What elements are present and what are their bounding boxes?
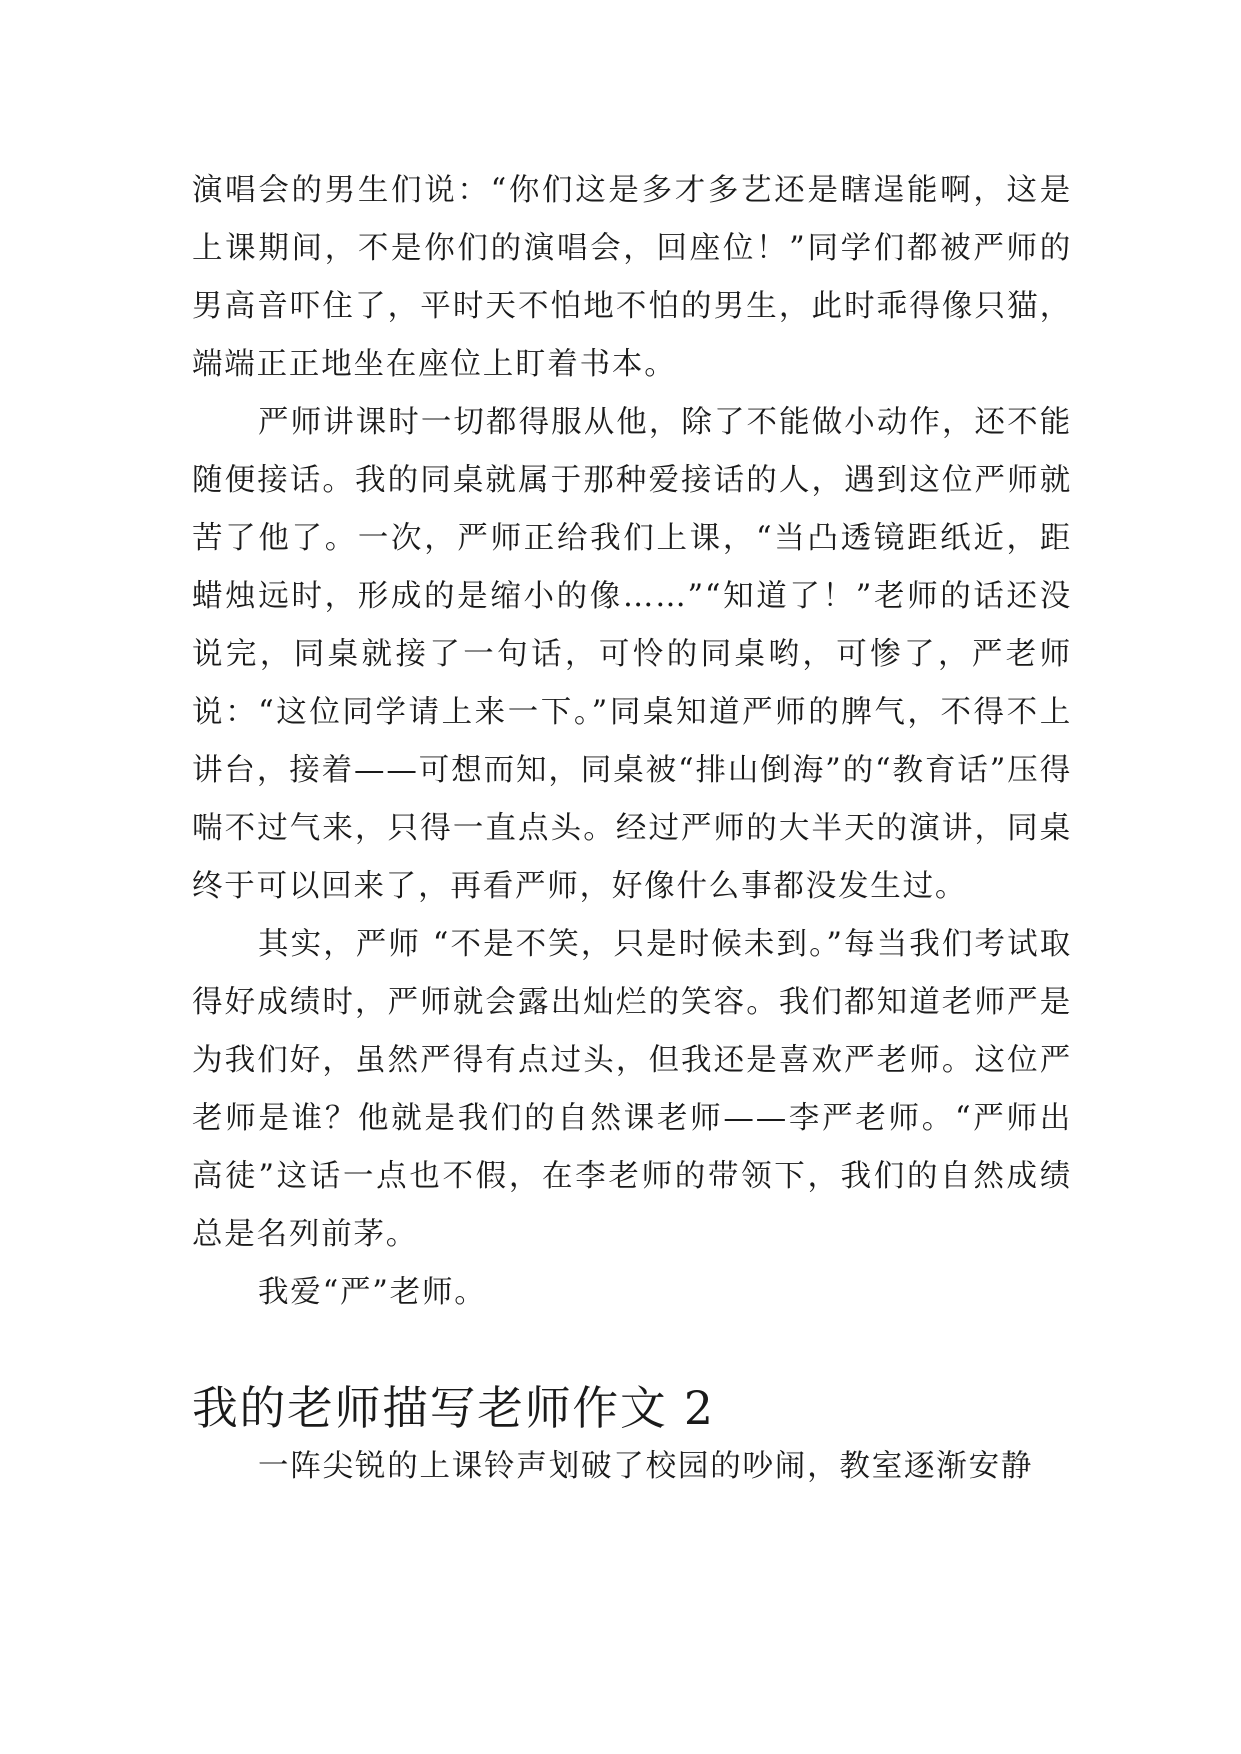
paragraph-5: 一阵尖锐的上课铃声划破了校园的吵闹，教室逐渐安静 <box>258 1449 1034 1484</box>
paragraph-2: 严师讲课时一切都得服从他，除了不能做小动作，还不能随便接话。我的同桌就属于那种爱接话的人，遇到这位严师就苦了他了。一次，严师正给我们上课，“当凸透镜距纸近，距蜡烛远时，形成的是缩小的像……”“知道了！”老师的话还没说完，同桌就接了一句话，可怜的同桌哟，可惨了，严老师说：“这位同学请上来一下。”同桌知道严师的脾气，不得不上讲台，接着——可想而知，同桌被“排山倒海”的“教育话”压得喘不过气来，只得一直点头。经过严师的大半天的演讲，同桌终于可以回来了，再看严师，好像什么事都没发生过。 <box>192 405 1072 904</box>
section-heading: 我的老师描写老师作文 2 <box>192 1382 715 1435</box>
paragraph-3: 其实，严师 “不是不笑，只是时候未到。”每当我们考试取得好成绩时，严师就会露出灿烂的笑容。我们都知道老师严是为我们好，虽然严得有点过头，但我还是喜欢严老师。这位严老师是谁？他就是我们的自然课老师——李严老师。“严师出高徒”这话一点也不假，在李老师的带领下，我们的自然成绩总是名列前茅。 <box>192 927 1072 1252</box>
essay-body <box>192 162 1072 1496</box>
paragraph-1: 演唱会的男生们说：“你们这是多才多艺还是瞎逞能啊，这是上课期间，不是你们的演唱会，回座位！”同学们都被严师的男高音吓住了，平时天不怕地不怕的男生，此时乖得像只猫，端端正正地坐在座位上盯着书本。 <box>192 173 1072 382</box>
paragraph-4: 我爱“严”老师。 <box>258 1275 487 1310</box>
